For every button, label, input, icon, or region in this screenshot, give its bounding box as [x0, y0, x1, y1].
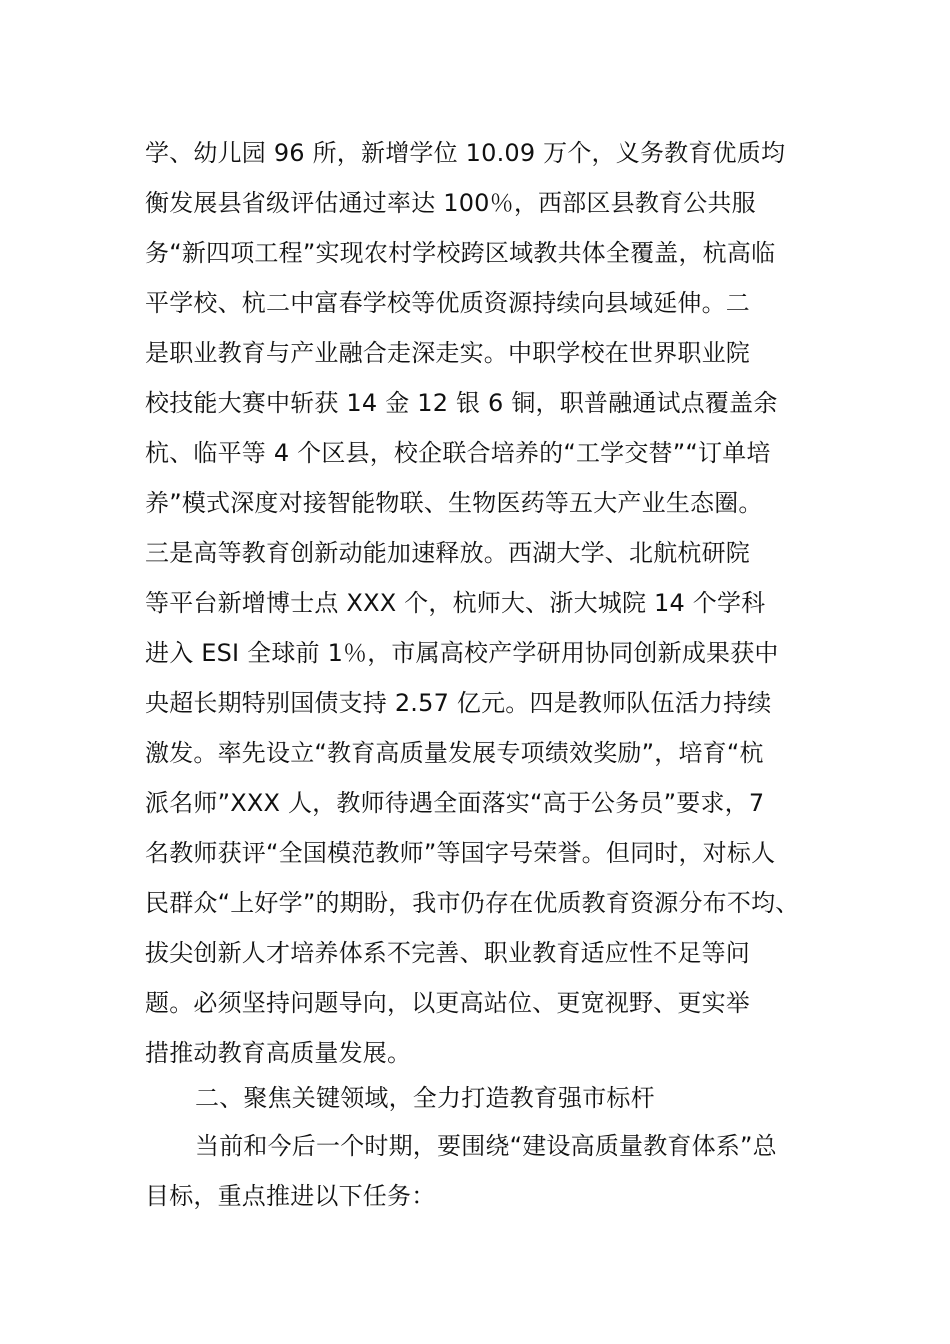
- body-text-line: 进入 ESI 全球前 1％，市属高校产学研用协同创新成果获中: [145, 639, 779, 667]
- body-text-line: 务“新四项工程”实现农村学校跨区域教共体全覆盖，杭高临: [145, 239, 776, 267]
- body-text-line: 三是高等教育创新动能加速释放。西湖大学、北航杭研院: [145, 539, 750, 567]
- body-text-line: 题。必须坚持问题导向，以更高站位、更宽视野、更实举: [145, 989, 750, 1017]
- body-text-line: 养”模式深度对接智能物联、生物医药等五大产业生态圈。: [145, 489, 763, 517]
- body-text-line: 名教师获评“全国模范教师”等国字号荣誉。但同时，对标人: [145, 839, 776, 867]
- section-paragraph-line: 目标，重点推进以下任务：: [145, 1182, 436, 1210]
- body-text-line: 杭、临平等 4 个区县，校企联合培养的“工学交替”“订单培: [145, 439, 771, 467]
- body-text-line: 校技能大赛中斩获 14 金 12 银 6 铜，职普融通试点覆盖余: [145, 389, 778, 417]
- section-heading: 二、聚焦关键领域，全力打造教育强市标杆: [195, 1084, 655, 1112]
- body-text-line: 民群众“上好学”的期盼，我市仍存在优质教育资源分布不均、: [145, 889, 800, 917]
- body-text-line: 措推动教育高质量发展。: [145, 1039, 412, 1067]
- section-paragraph-line: 当前和今后一个时期，要围绕“建设高质量教育体系”总: [195, 1132, 777, 1160]
- body-text-line: 派名师”XXX 人，教师待遇全面落实“高于公务员”要求，7: [145, 789, 765, 817]
- body-text-line: 学、幼儿园 96 所，新增学位 10.09 万个，义务教育优质均: [145, 139, 786, 167]
- body-text-line: 是职业教育与产业融合走深走实。中职学校在世界职业院: [145, 339, 750, 367]
- body-text-line: 平学校、杭二中富春学校等优质资源持续向县域延伸。二: [145, 289, 750, 317]
- body-text-line: 等平台新增博士点 XXX 个，杭师大、浙大城院 14 个学科: [145, 589, 766, 617]
- body-text-line: 衡发展县省级评估通过率达 100％，西部区县教育公共服: [145, 189, 756, 217]
- body-text-line: 央超长期特别国债支持 2.57 亿元。四是教师队伍活力持续: [145, 689, 772, 717]
- body-text-line: 拔尖创新人才培养体系不完善、职业教育适应性不足等问: [145, 939, 750, 967]
- body-text-line: 激发。率先设立“教育高质量发展专项绩效奖励”，培育“杭: [145, 739, 764, 767]
